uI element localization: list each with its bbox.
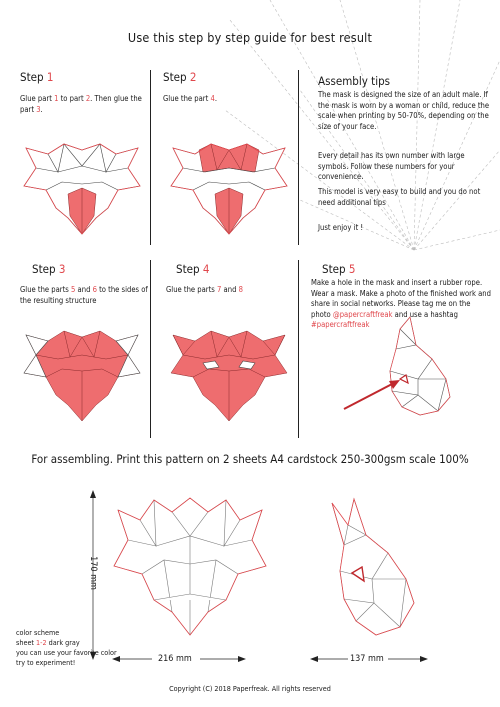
arrow-icon — [340, 375, 410, 415]
print-note: For assembling. Print this pattern on 2 sheets A4 cardstock 250-300gsm scale 100% — [31, 452, 469, 466]
step-4-text: Glue the parts 7 and 8 — [166, 285, 243, 294]
front-width-label: 216 mm — [158, 654, 192, 664]
assembly-tips-p4: Just enjoy it ! — [318, 223, 364, 232]
step-2-heading: Step 2 — [163, 70, 197, 84]
mask-step-3-illustration — [18, 325, 146, 430]
height-dimension-label: 170 mm — [88, 556, 98, 590]
step-3-text: Glue the parts 5 and 6 to the sides of the resulting structure — [20, 285, 148, 305]
pattern-front-mask — [110, 490, 270, 640]
separator — [150, 260, 151, 438]
step-5-heading: Step 5 — [322, 262, 356, 276]
assembly-tips-p2: Every detail has its own number with large symbols. Follow these numbers for your convenience. — [318, 151, 465, 182]
assembly-tips-heading: Assembly tips — [318, 74, 391, 88]
step-4-heading: Step 4 — [176, 262, 210, 276]
mask-step-1-illustration — [18, 138, 146, 243]
separator — [298, 260, 299, 438]
mask-step-2-illustration — [165, 138, 293, 243]
step-5-text: Make a hole in the mask and insert a rubber rope. Wear a mask. Make a photo of the finished work and share in social networks. Please tag me on the photo @papercraftfreak and use a hashtag #papercraftfreak — [311, 278, 491, 330]
assembly-tips-p1: The mask is designed the size of an adult male. If the mask is worn by a woman or child, reduce the scale when printing by 50-70%, depending on the size of your face. — [318, 90, 490, 131]
color-scheme-note: color scheme sheet 1-2 dark gray you can use your favorite color try to experiment! — [16, 628, 117, 667]
dimension-side-arrow-left — [310, 654, 348, 664]
step-1-heading: Step 1 — [20, 70, 54, 84]
dimension-side-arrow-right — [388, 654, 428, 664]
pattern-side-mask — [310, 495, 430, 645]
step-1-text: Glue part 1 to part 2. Then glue the part 3. — [20, 94, 142, 114]
mask-step-4-illustration — [165, 325, 293, 430]
step-3-heading: Step 3 — [32, 262, 66, 276]
separator — [298, 70, 299, 245]
step-2-text: Glue the part 4. — [163, 94, 217, 103]
page-title: Use this step by step guide for best result — [127, 30, 373, 45]
separator — [150, 70, 151, 245]
dimension-front-arrow-right — [200, 654, 246, 664]
copyright-footer: Copyright (C) 2018 Paperfreak. All rights reserved — [169, 684, 331, 693]
side-width-label: 137 mm — [350, 654, 384, 664]
assembly-tips-p3: This model is very easy to build and you do not need additional tips — [318, 187, 481, 207]
